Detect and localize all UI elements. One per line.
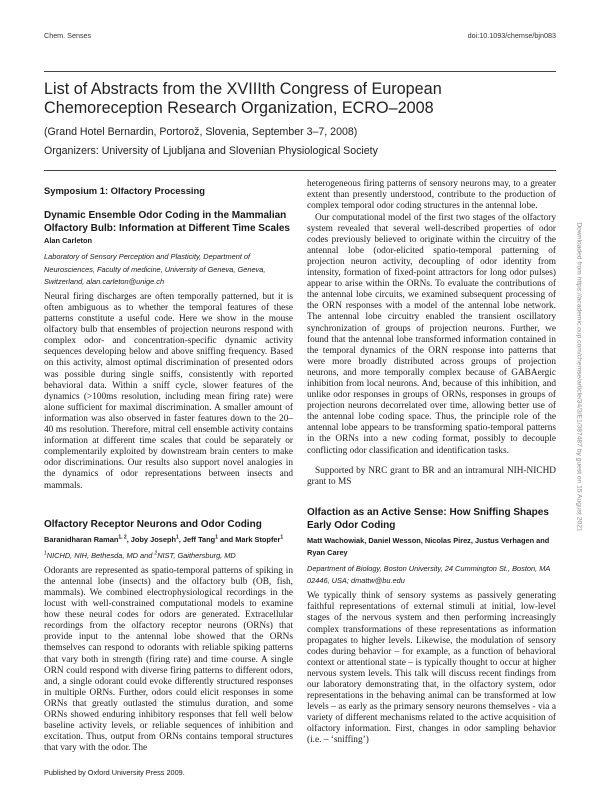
author-affiliation-marker: 1 (175, 534, 179, 541)
top-rule (44, 71, 556, 72)
article-title: Olfaction as an Active Sense: How Sniffing Shapes Early Odor Coding (307, 506, 549, 531)
article-authors: Alan Carleton (44, 236, 93, 246)
author: , Joby Joseph (126, 534, 176, 544)
author-affiliation-marker: 1 (215, 534, 218, 541)
symposium-heading: Symposium 1: Olfactory Processing (44, 185, 205, 197)
abstract-paragraph: We typically think of sensory systems as passively generating faithful representations of external stimuli at initial, low-level stages of the nervous system and then performing increasingly complex transformations of these representations as information propagates to higher levels. Likewise, the modulation of sensory codes during behavior – for example, as a function of behavioral context or attentional state – is typically thought to occur at higher nervous system levels. This talk will discuss recent findings from our laboratory demonstrating that, in the olfactory system, odor representations in the behaving animal can be transformed at low levels – as early as the primary sensory neurons themselves - via a variety of different mechanisms related to the active acquisition of olfactory information. First, changes in odor sampling behavior (i.e. – ‘sniffing’) (307, 591, 556, 746)
two-column-body (44, 179, 556, 754)
author-affiliation-marker: 1 (280, 534, 284, 541)
page-title: List of Abstracts from the XVIIIth Congress of European Chemoreception Research Organization, ECRO–2008 (44, 80, 442, 117)
left-column (44, 179, 293, 754)
publisher-footer: Published by Oxford University Press 2009. (44, 768, 185, 778)
article-authors (44, 534, 293, 546)
author: and Mark Stopfer (217, 534, 281, 544)
title-bottom-rule (44, 170, 556, 171)
article-affiliation: Department of Biology, Boston University, 24 Cummington St., Boston, MA 02446, USA; dmattw@bu.edu (307, 563, 551, 586)
doi: doi:10.1093/chemse/bjn083 (467, 31, 556, 40)
abstract-paragraph: Neural firing discharges are often temporally patterned, but it is often ambiguous as to whether the temporal features of these patterns constitute a useful code. Here we show in the mouse olfactory bulb that ensembles of projection neurons respond with complex odor- and concentration-specific dynamic activity sequences developing below and above sniffing frequency. Based on this activity, almost optimal discrimination of presented odors was possible during single sniffs, consistently with reported behavioral data. Within a sniff cycle, slower features of the dynamics (>100ms resolution, including mean firing rate) were alone sufficient for maximal discrimination. A smaller amount of information was also observed in faster features down to the 20–40 ms resolution. Therefore, mitral cell ensemble activity contains information at different time scales that could be separately or complementarily exploited by downstream brain centers to make odor discriminations. Our results also support novel analogies in the dynamics of odor representations between insects and mammals. (44, 291, 293, 491)
page-content (44, 80, 556, 798)
article-affiliation (44, 550, 293, 562)
abstract-paragraph: heterogeneous firing patterns of sensory neurons may, to a greater extent than presently understood, contribute to the production of complex temporal odor coding structures in the antennal lobe. (307, 179, 556, 212)
affiliation-marker: 2 (154, 550, 158, 557)
author: Baranidharan Raman (44, 534, 119, 544)
right-column (307, 179, 556, 746)
download-watermark: Downloaded from https://academic.oup.com/chemse/article/34/3/E1/387487 by guest on 15 August 2021 (575, 222, 583, 532)
funding-note: Supported by NRC grant to BR and an intramural NIH-NICHD grant to MS (307, 465, 556, 487)
article-affiliation: Laboratory of Sensory Perception and Plasticity, Department of Neurosciences, Faculty of medicine, University of Geneva, Geneva, Switzerland, alan.carleton@unige.ch (44, 252, 266, 286)
article-authors: Matt Wachowiak, Daniel Wesson, Nicolas Pirez, Justus Verhagen and Ryan Carey (307, 535, 550, 557)
affiliation-marker: 1 (44, 550, 47, 557)
article-title: Olfactory Receptor Neurons and Odor Coding (44, 518, 262, 530)
organizers: Organizers: University of Ljubljana and Slovenian Physiological Society (44, 145, 378, 157)
journal-name: Chem. Senses (44, 31, 92, 40)
venue: (Grand Hotel Bernardin, Portorož, Slovenia, September 3–7, 2008) (44, 126, 358, 138)
author-affiliation-marker: 1, 2 (118, 534, 127, 541)
abstract-paragraph: Our computational model of the first two stages of the olfactory system revealed that several well-described properties of odor codes previously believed to originate within the circuitry of the antennal lobe (odor-elicited spatio-temporal patterning of projection neuron activity, decoupling of odor identity from intensity, formation of fixed-point attractors for long odor pulses) appear to arise within the ORNs. To evaluate the contributions of the antennal lobe circuits, we examined subsequent processing of the ORN responses with a model of the antennal lobe network. The antennal lobe circuitry enabled the transient oscillatory synchronization of groups of projection neurons. Further, we found that the antennal lobe transformed information contained in the temporal dynamics of the ORN response into patterns that were more broadly distributed across groups of projection neurons, and more temporally complex because of GABAergic inhibition from local neurons. And, because of this inhibition, and unlike odor responses in groups of ORNs, responses in groups of projection neurons decorrelated over time, allowing better use of the antennal lobe coding space. Thus, the principle role of the antennal lobe appears to be transforming spatio-temporal patterns in the ORNs into a new coding format, possibly to decouple conflicting odor classification and identification tasks. (307, 212, 556, 456)
article-title: Dynamic Ensemble Odor Coding in the Mammalian Olfactory Bulb: Information at Different Time Scales (44, 210, 290, 235)
affiliation-text: NICHD, NIH, Bethesda, MD and (46, 550, 155, 560)
author: , Jeff Tang (178, 534, 216, 544)
affiliation-text: NIST, Gaithersburg, MD (157, 550, 236, 560)
abstract-paragraph: Odorants are represented as spatio-temporal patterns of spiking in the antennal lobe (insects) and the olfactory bulb (OB, fish, mammals). We combined electrophysiological recordings in the locust with well-constrained computational models to examine how these neural codes for odors are generated. Extracellular recordings from the olfactory receptor neurons (ORNs) that provide input to the antennal lobe showed that the ORNs themselves can respond to odorants with reliable spiking patterns that vary both in strength (firing rate) and time course. A single ORN could respond with diverse firing patterns to different odors, and, a single odorant could evoke differently structured responses in multiple ORNs. Further, odors could elicit responses in some ORNs that greatly outlasted the stimulus duration, and some ORNs showed enduring inhibitory responses that fell well below baseline activity levels, or reliable sequences of inhibition and excitation. Thus, output from ORNs contains temporal structures that vary with the odor. The (44, 565, 293, 754)
